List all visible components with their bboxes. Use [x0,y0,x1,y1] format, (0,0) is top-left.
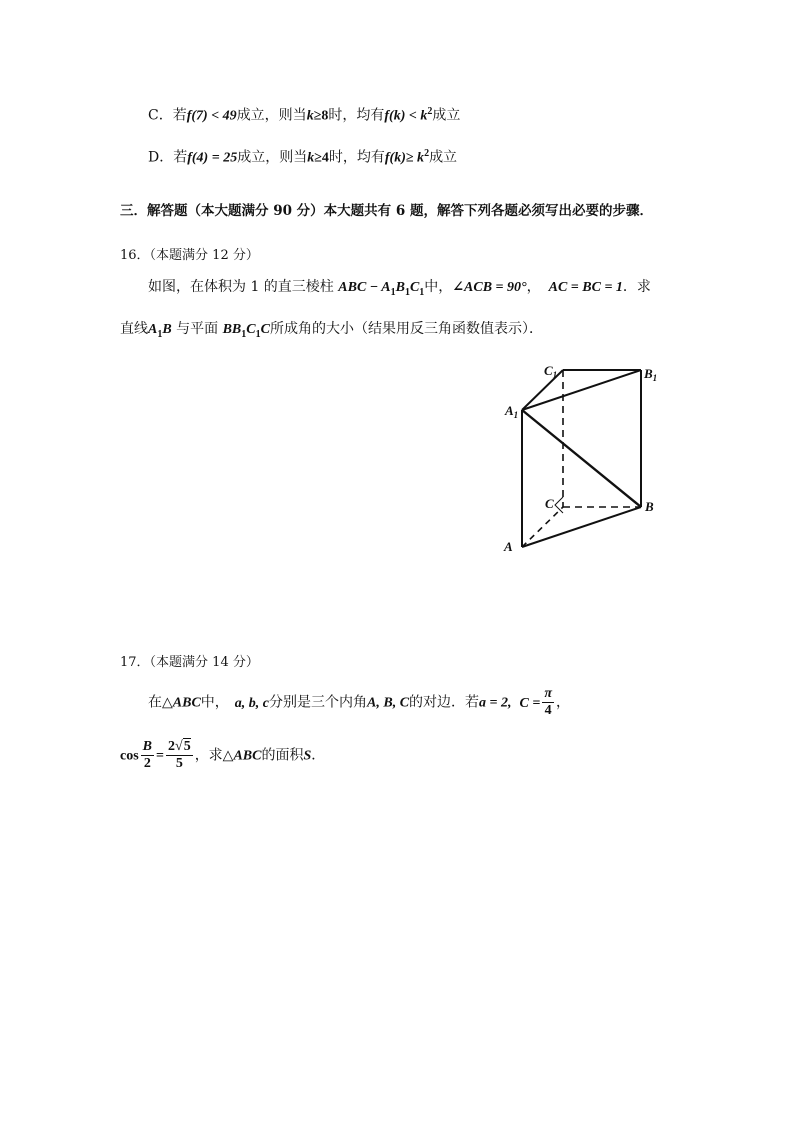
edge-a1-b1 [522,370,641,410]
q17-text-line2: cos $\frac{B}{2}$ = $\frac{2√5}{5}$ ，求△ABC的面积S． [120,739,326,772]
section-heading: 三．解答题（本大题满分 90 分）本大题共有 6 题，解答下列各题必须写出必要的步骤． [120,203,653,219]
edge-a1-b [522,410,641,507]
fraction-pi-over-4: $\frac{\pi}{4}$ [544,686,552,719]
math-fk: f(k) < k [384,108,428,124]
q16-header: 16．（本题满分 12 分） [120,248,259,263]
math-fk2: f(k)≥ k [384,150,425,166]
q16-text-line2: 直线$A_1B$ 与平面 $BB_1C_1C$所成角的大小（结果用反三角函数值表示）． [120,321,543,340]
label-c: C [545,496,554,511]
fraction-b-over-2: $\frac{B}{2}$ [142,739,153,772]
right-angle-mark [555,497,563,513]
option-c: C．若f(7) < 49成立，则当k≥8时，均有$f(k) < k^2$成立 [148,106,461,124]
label-a1: $A_1$ [505,403,519,420]
label-b1: $B_1$ [644,366,658,383]
math-f4: f(4) = 25 [187,150,238,166]
label-b: B [645,499,654,514]
label-a: A [504,539,513,554]
fraction-2sqrt5-over-5: $\frac{2√5}{5}$ [168,739,191,772]
q16-text-line1: 如图，在体积为 1 的直三棱柱 ABC − $A_1B_1C_1$中，∠ACB = 90°， AC = BC = 1．求 [148,279,651,298]
edge-a-b [522,507,641,547]
math-f7: f(7) < 49 [186,108,237,124]
q17-header: 17．（本题满分 14 分） [120,655,259,670]
q17-text-line1: 在△ABC中， a, b, c分别是三个内角A, B, C的对边．若a = 2, C = $\frac{\pi}{4}$ ， [148,686,570,719]
prism-figure [495,355,675,565]
option-d: D．若f(4) = 25成立，则当k≥4时，均有$f(k)\ge k^2$成立 [148,148,458,166]
label-c1: $C_1$ [544,363,558,380]
